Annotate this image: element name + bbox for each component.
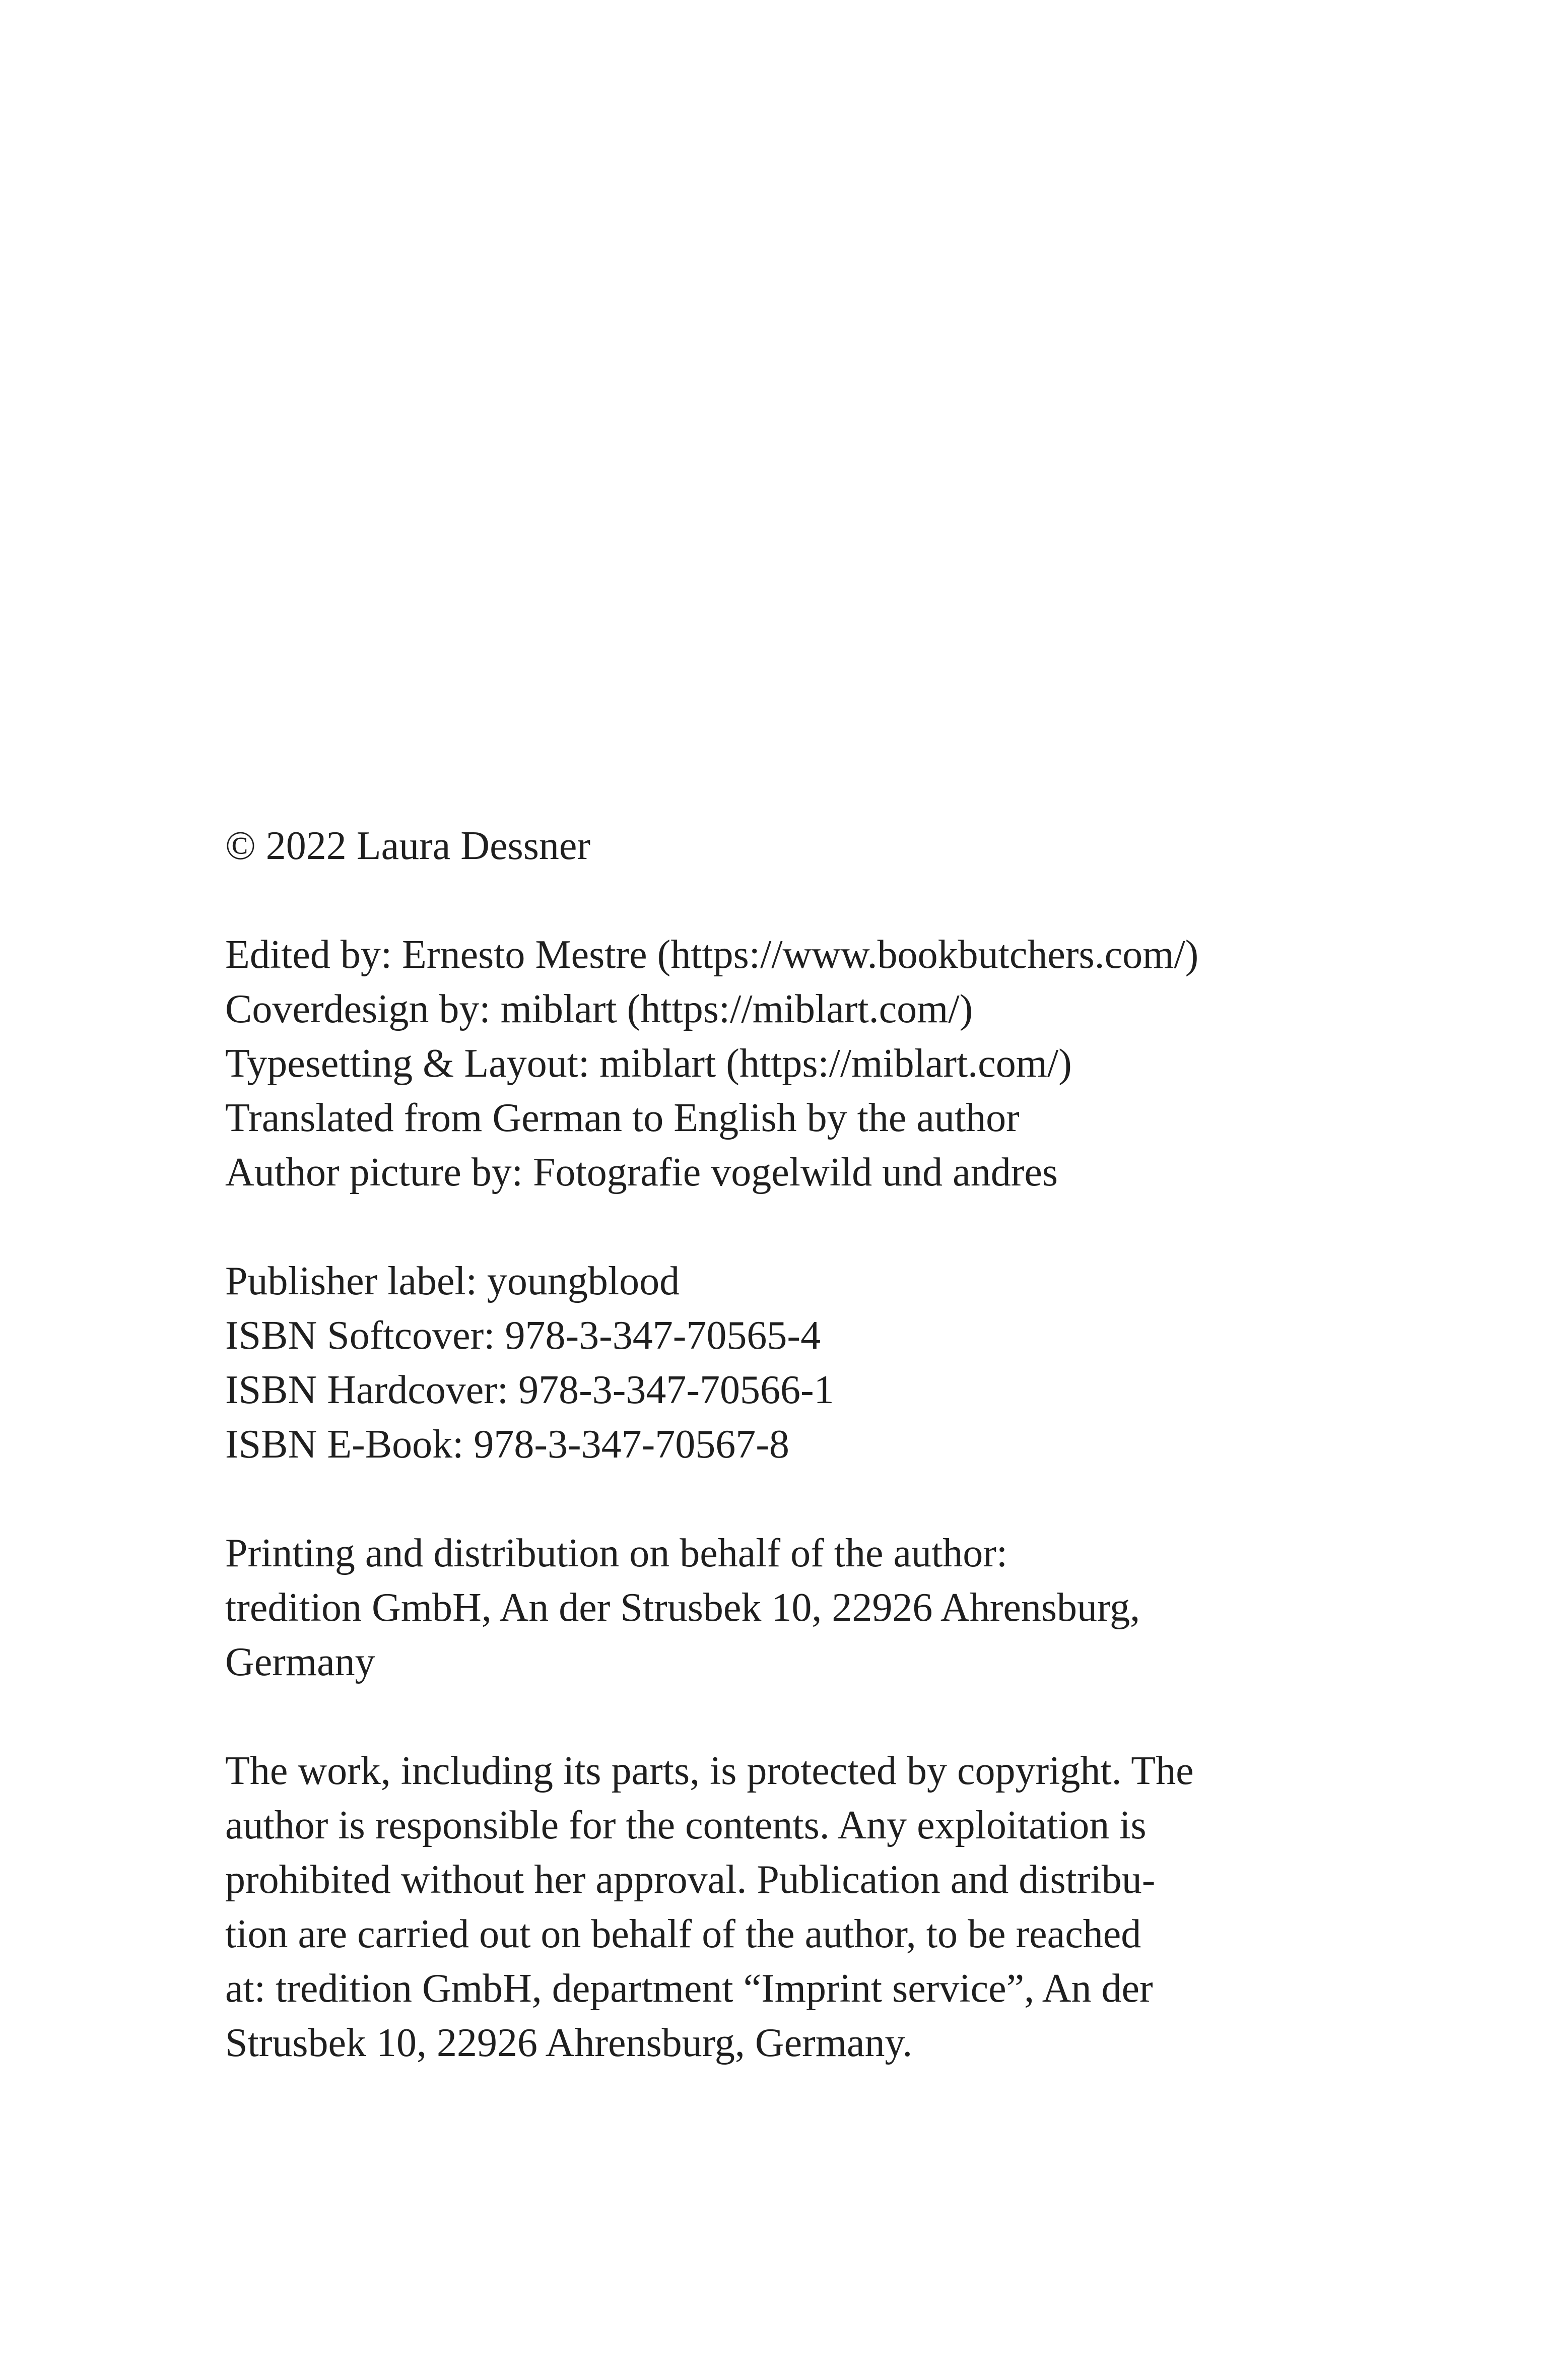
imprint-text-block bbox=[225, 819, 1273, 2070]
notice-line: author is responsible for the contents. Any exploitation is bbox=[225, 1803, 1147, 1847]
copyright-notice bbox=[225, 1744, 1273, 2070]
isbn-hardcover: ISBN Hardcover: 978-3-347-70566-1 bbox=[225, 1368, 834, 1412]
notice-line: at: tredition GmbH, department “Imprint service”, An der bbox=[225, 1966, 1153, 2011]
isbn-softcover: ISBN Softcover: 978-3-347-70565-4 bbox=[225, 1313, 821, 1358]
copyright-line: © 2022 Laura Dessner bbox=[225, 824, 590, 868]
notice-line: Strusbek 10, 22926 Ahrensburg, Germany. bbox=[225, 2021, 913, 2065]
printing-block bbox=[225, 1526, 1273, 1689]
credits-block bbox=[225, 928, 1273, 1200]
author-picture-credit: Author picture by: Fotografie vogelwild und andres bbox=[225, 1150, 1058, 1195]
notice-line: tion are carried out on behalf of the author, to be reached bbox=[225, 1912, 1141, 1956]
editor-credit: Edited by: Ernesto Mestre (https://www.bookbutchers.com/) bbox=[225, 933, 1199, 977]
printing-line: tredition GmbH, An der Strusbek 10, 22926 Ahrensburg, bbox=[225, 1585, 1140, 1630]
publisher-label: Publisher label: youngblood bbox=[225, 1259, 680, 1303]
paragraph-gap bbox=[225, 1200, 1273, 1254]
translation-credit: Translated from German to English by the author bbox=[225, 1096, 1020, 1140]
printing-line: Germany bbox=[225, 1640, 375, 1684]
publishing-block bbox=[225, 1254, 1273, 1472]
paragraph-gap bbox=[225, 1472, 1273, 1526]
cover-design-credit: Coverdesign by: miblart (https://miblart.com/) bbox=[225, 987, 973, 1031]
typesetting-credit: Typesetting & Layout: miblart (https://miblart.com/) bbox=[225, 1041, 1072, 1086]
printing-line: Printing and distribution on behalf of the author: bbox=[225, 1531, 1008, 1575]
notice-line: prohibited without her approval. Publication and distribu- bbox=[225, 1858, 1156, 1902]
paragraph-gap bbox=[225, 873, 1273, 928]
isbn-ebook: ISBN E-Book: 978-3-347-70567-8 bbox=[225, 1422, 789, 1467]
notice-line: The work, including its parts, is protected by copyright. The bbox=[225, 1749, 1194, 1793]
paragraph-gap bbox=[225, 1689, 1273, 1744]
